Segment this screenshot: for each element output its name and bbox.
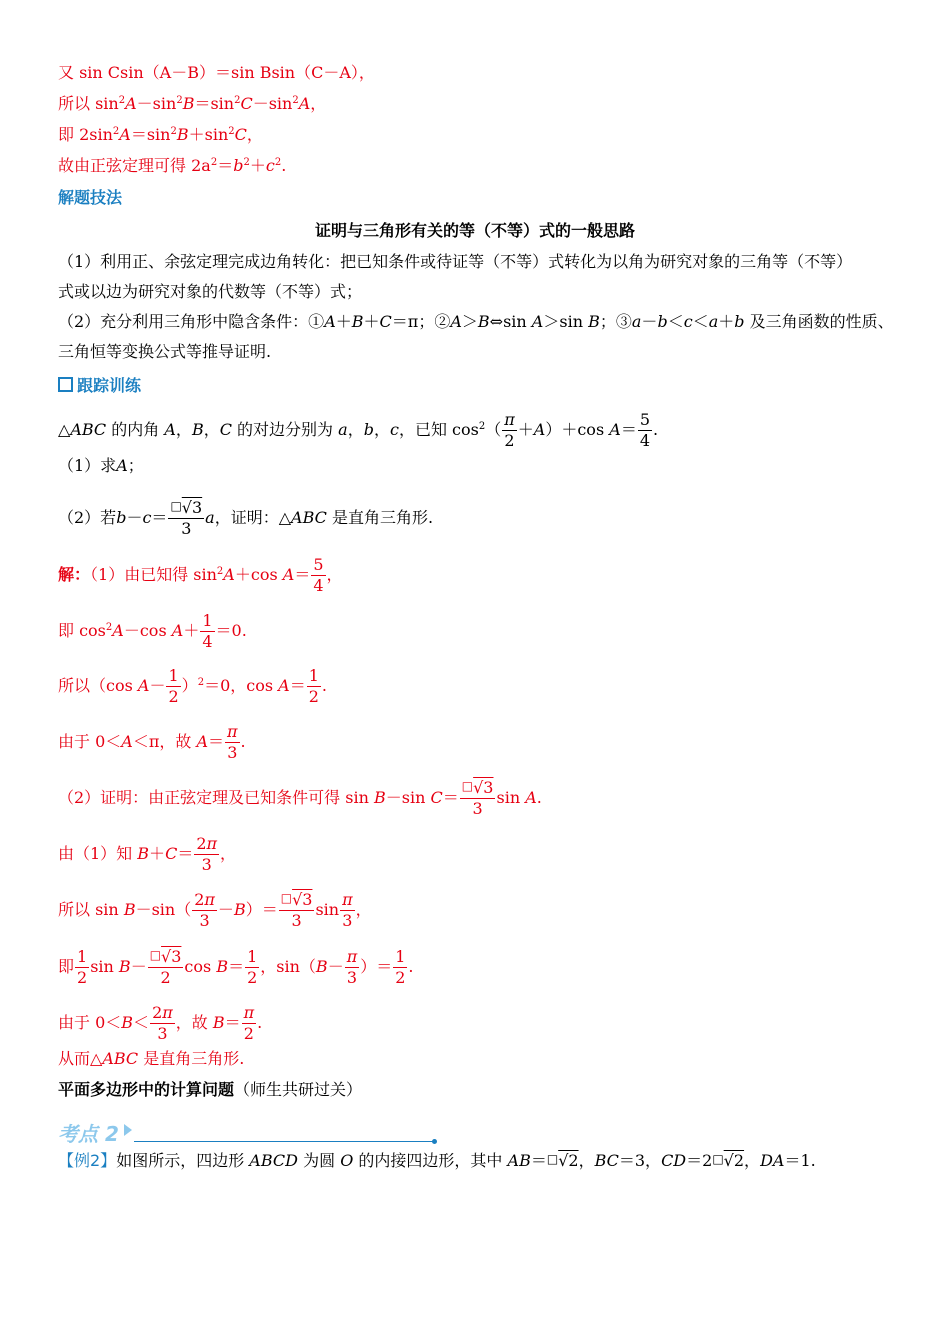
divider-line — [134, 1141, 434, 1142]
solution-line-1: 解：（1）由已知得 $\sin^2A+\cos$ A＝ $\frac{5}{4}$ ， — [58, 555, 343, 595]
next-section-title: 平面多边形中的计算问题（师生共研过关） — [58, 1080, 363, 1099]
example-2: 【例2】如图所示，四边形 ABCD 为圆 O 的内接四边形，其中 AB＝□√2，BC＝3，CD＝2□√2，DA＝1. — [58, 1151, 816, 1170]
method-p1b: 式或以边为研究对象的代数等（不等）式； — [58, 282, 363, 301]
kaodian-label: 考点 2 — [58, 1122, 119, 1146]
solution-line-7: 所以 sin B－sin（ $\frac{2\pi}{3}$ －B）＝ $\frac{□√3}{3}$ sin $\frac{\pi}{3}$ ， — [58, 890, 372, 930]
play-arrow-icon — [124, 1124, 132, 1136]
checkbox-icon — [58, 377, 73, 392]
solution-line-10: 从而△ABC 是直角三角形. — [58, 1049, 245, 1068]
method-p1a: （1）利用正、余弦定理完成边角转化：把已知条件或待证等（不等）式转化为以角为研究对象的三角等（不等） — [58, 252, 853, 271]
proof-line-4: 故由正弦定理可得 $2a^2=b^2+c^2$. — [58, 156, 287, 175]
section-heading-method: 解题技法 — [58, 188, 123, 207]
solution-line-9: 由于 0＜B＜ $\frac{2\pi}{3}$ ，故 B＝ $\frac{\pi}{2}$ . — [58, 1003, 263, 1043]
problem-statement: △ABC 的内角 A，B，C 的对边分别为 a，b，c，已知 $\cos^2$（ $\frac{\pi}{2}$ ＋A）＋cos A＝ $\frac{5}{4}$ . — [58, 410, 659, 450]
proof-line-2: 所以 $\sin^2A-\sin^2B=\sin^2C-\sin^2A$， — [58, 94, 327, 113]
solution-line-3: 所以（cos A－ $\frac{1}{2}$ ）$^2$＝0，cos A＝ $\frac{1}{2}$ . — [58, 666, 327, 706]
solution-line-2: 即 $\cos^2A-\cos$ A＋ $\frac{1}{4}$ ＝0. — [58, 611, 247, 651]
problem-q2: （2）若b－c＝ $\frac{□√3}{3}$ a，证明：△ABC 是直角三角形. — [58, 498, 434, 538]
problem-q1: （1）求A； — [58, 456, 144, 475]
solution-line-4: 由于 0＜A＜π，故 A＝ $\frac{\pi}{3}$ . — [58, 722, 246, 762]
solution-line-5: （2）证明：由正弦定理及已知条件可得 sin B－sin C＝ $\frac{□√3}{3}$ sin A. — [58, 778, 542, 818]
proof-line-3: 即 $2\sin^2A=\sin^2B+\sin^2C$， — [58, 125, 263, 144]
proof-line-1: 又 sin Csin（A－B）＝sin Bsin（C－A）， — [58, 63, 375, 82]
training-heading: 跟踪训练 — [58, 376, 141, 396]
method-p2a: （2）充分利用三角形中隐含条件：①A＋B＋C＝π；②A＞B⇔sin A＞sin B；③a－b＜c＜a＋b 及三角函数的性质、 — [58, 312, 894, 331]
divider-dot — [432, 1139, 437, 1144]
method-p2b: 三角恒等变换公式等推导证明. — [58, 342, 272, 361]
method-title: 证明与三角形有关的等（不等）式的一般思路 — [314, 221, 635, 240]
solution-line-8: 即 $\frac{1}{2}$ sin B－ $\frac{□√3}{2}$ cos B＝ $\frac{1}{2}$ ，sin（B－ $\frac{\pi}{3}$ ）＝ $\frac{1}{2}$ . — [58, 947, 414, 987]
solution-line-6: 由（1）知 B＋C＝ $\frac{2\pi}{3}$ ， — [58, 834, 237, 874]
